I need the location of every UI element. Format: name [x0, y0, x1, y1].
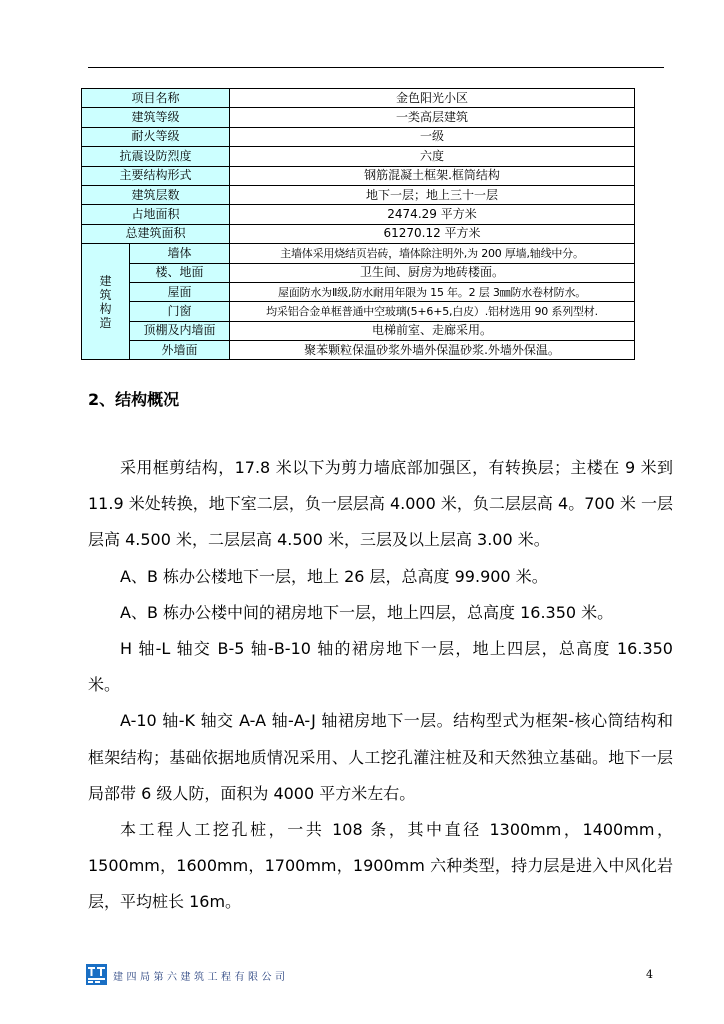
row-value: 金色阳光小区	[230, 89, 635, 108]
row-value: 一类高层建筑	[230, 108, 635, 127]
company-logo-icon	[86, 964, 107, 985]
row-label: 总建筑面积	[82, 224, 230, 243]
header-rule	[88, 67, 664, 68]
footer-company-name: 建四局第六建筑工程有限公司	[113, 972, 289, 983]
section-title: 2、结构概况	[88, 390, 180, 409]
row-label: 占地面积	[82, 205, 230, 224]
row-label: 项目名称	[82, 89, 230, 108]
row-value: 卫生间、厨房为地砖楼面。	[230, 263, 635, 282]
table-row	[82, 147, 635, 166]
row-label: 外墙面	[130, 341, 230, 360]
row-value: 六度	[230, 147, 635, 166]
row-label: 主要结构形式	[82, 166, 230, 185]
table-row	[82, 205, 635, 224]
row-value: 聚苯颗粒保温砂浆外墙外保温砂浆.外墙外保温。	[230, 341, 635, 360]
paragraph: A-10 轴-K 轴交 A-A 轴-A-J 轴裙房地下一层。结构型式为框架-核心筒结构和框架结构；基础依据地质情况采用、人工挖孔灌注桩及和天然独立基础。地下一层局部带 6 级人防，面积为 4000 平方米左右。	[88, 711, 673, 803]
row-label: 建筑层数	[82, 185, 230, 204]
row-value: 一级	[230, 127, 635, 146]
row-label: 顶棚及内墙面	[130, 321, 230, 340]
table-row	[82, 244, 635, 263]
row-label: 抗震设防烈度	[82, 147, 230, 166]
paragraph: 本工程人工挖孔桩，一共 108 条，其中直径 1300mm，1400mm，1500mm，1600mm，1700mm，1900mm 六种类型，持力层是进入中风化岩层，平均桩长 16m。	[88, 820, 673, 912]
row-value: 电梯前室、走廊采用。	[230, 321, 635, 340]
row-label: 楼、地面	[130, 263, 230, 282]
row-value: 屋面防水为Ⅱ级,防水耐用年限为 15 年。2 层 3㎜防水卷材防水。	[230, 282, 635, 301]
paragraph: A、B 栋办公楼地下一层，地上 26 层，总高度 99.900 米。	[120, 566, 548, 586]
table-row	[82, 302, 635, 321]
project-info-table	[81, 88, 635, 360]
row-value: 均采铝合金单框普通中空玻璃(5+6+5,白皮）.铝材选用 90 系列型材.	[230, 302, 635, 321]
row-label: 墙体	[130, 244, 230, 263]
row-value: 地下一层；地上三十一层	[230, 185, 635, 204]
group-label-cell	[82, 244, 130, 360]
table-row	[82, 224, 635, 243]
table-row	[82, 127, 635, 146]
row-value: 主墙体采用烧结页岩砖，墙体除注明外,为 200 厚墙,轴线中分。	[230, 244, 635, 263]
row-label: 建筑等级	[82, 108, 230, 127]
table-row	[82, 341, 635, 360]
table-row	[82, 185, 635, 204]
table-row	[82, 89, 635, 108]
group-label: 建筑构造	[99, 273, 112, 330]
table-row	[82, 282, 635, 301]
row-label: 门窗	[130, 302, 230, 321]
table-row	[82, 166, 635, 185]
body-text	[88, 450, 673, 921]
paragraph: H 轴-L 轴交 B-5 轴-B-10 轴的裙房地下一层，地上四层，总高度 16.350 米。	[88, 639, 673, 695]
table-row	[82, 321, 635, 340]
table-row	[82, 263, 635, 282]
row-value: 61270.12 平方米	[230, 224, 635, 243]
row-value: 钢筋混凝土框架.框筒结构	[230, 166, 635, 185]
row-label: 屋面	[130, 282, 230, 301]
paragraph: A、B 栋办公楼中间的裙房地下一层，地上四层，总高度 16.350 米。	[120, 602, 614, 622]
row-label: 耐火等级	[82, 127, 230, 146]
table-row	[82, 108, 635, 127]
row-value: 2474.29 平方米	[230, 205, 635, 224]
paragraph: 采用框剪结构，17.8 米以下为剪力墙底部加强区，有转换层；主楼在 9 米到 11.9 米处转换，地下室二层，负一层层高 4.000 米，负二层层高 4。700 米 一层层高 4.500 米，二层层高 4.500 米，三层及以上层高 3.00 米。	[88, 458, 673, 550]
page-number: 4	[646, 968, 653, 981]
